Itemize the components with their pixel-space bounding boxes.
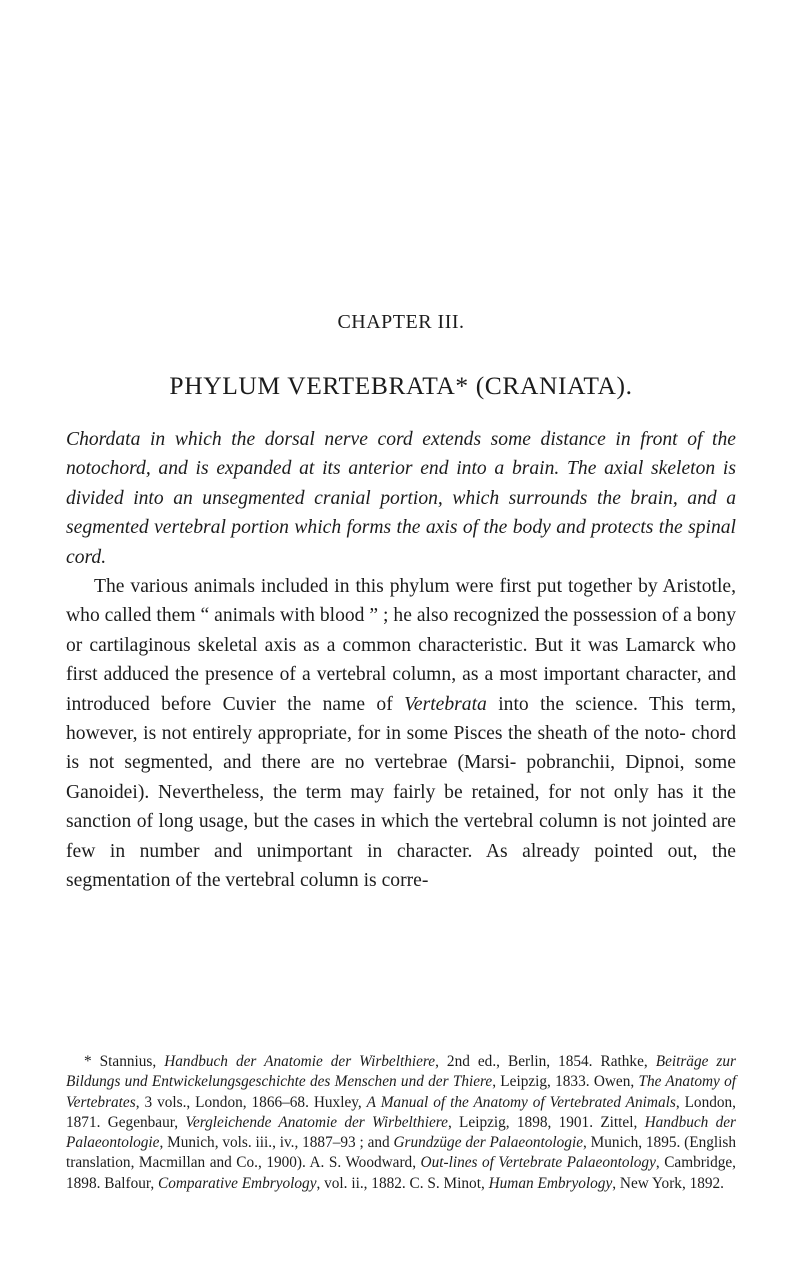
body-text-part: into the science. This term, however, is not entirely appropriate, for in some Pisces the sheath of the noto- chord is not segmented, and there are no vertebrae (Marsi- pobranchii, Dipnoi, some Ganoidei). Nevertheless, the term may fairly be retained, for not only has it the sanction of long usage, but the cases in which the vertebral column is not jointed are few in number and unimportant in character. As already pointed out, the segmentation of the vertebral column is corre- [66, 693, 736, 892]
footnote-citation: Beiträge zur Bildungs und Entwickelungsgeschichte des Menschen und der Thiere [66, 1053, 736, 1091]
footnote-text: , vol. ii., 1882. C. S. Minot, [316, 1174, 489, 1192]
footnote-text: , London, 1871. Gegenbaur, [66, 1093, 736, 1131]
footnote [66, 1052, 736, 1194]
footnote-text: , 3 vols., London, 1866–68. Huxley, [135, 1093, 367, 1111]
footnote-citation: A Manual of the Anatomy of Vertebrated Animals [366, 1093, 676, 1111]
vertebrata-term: Vertebrata [404, 693, 487, 715]
footnote-citation: Handbuch der Palaeontologie [66, 1113, 736, 1152]
footnote-text: , New York, 1892. [612, 1174, 725, 1192]
footnote-text: , Munich, vols. iii., iv., 1887–93 ; and [159, 1134, 394, 1152]
footnote-text: * Stannius, [84, 1053, 165, 1070]
footnote-text: , Leipzig, 1833. Owen, [492, 1073, 639, 1091]
main-text [66, 425, 736, 896]
definition-paragraph: Chordata in which the dorsal nerve cord extends some distance in front of the notochord, and is expanded at its anterior end into a brain. The axial skeleton is divided into an unsegmented cranial portion, which surrounds the brain, and a segmented vertebral portion which forms the axis of the body and protects the spinal cord. [66, 429, 736, 568]
footnote-citation: Handbuch der Anatomie der Wirbelthiere [164, 1053, 436, 1070]
footnote-text: , Leipzig, 1898, 1901. Zittel, [447, 1113, 645, 1131]
body-text-part: The various animals included in this phylum were first put together by Aristotle, who called them “ animals with blood ” ; he also recognized the possession of a bony or cartilaginous skeletal axis as a common characteristic. But it was Lamarck who first adduced the presence of a vertebral column, as a most important character, and introduced before Cuvier the name of [66, 576, 736, 715]
footnote-paragraph [66, 1052, 736, 1194]
chapter-heading: CHAPTER III. [337, 311, 465, 333]
footnote-citation: Vergleichende Anatomie der Wirbelthiere [185, 1113, 448, 1131]
footnote-text: , Munich, 1895. (English translation, Macmillan and Co., 1900). A. S. Woodward, [66, 1134, 736, 1172]
footnote-citation: Comparative Embryology [158, 1174, 317, 1192]
footnote-citation: Out-lines of Vertebrate Palaeontology [420, 1154, 656, 1172]
footnote-citation: Human Embryology [488, 1174, 613, 1192]
footnote-text: , 2nd ed., Berlin, 1854. Rathke, [435, 1053, 656, 1070]
body-paragraph [66, 572, 736, 895]
footnote-text: , Cambridge, 1898. Balfour, [66, 1154, 736, 1192]
footnote-citation: Grundzüge der Palaeontologie [393, 1134, 583, 1152]
footnote-citation: The Anatomy of Vertebrates [66, 1073, 736, 1111]
page-title: PHYLUM VERTEBRATA* (CRANIATA). [169, 371, 633, 400]
